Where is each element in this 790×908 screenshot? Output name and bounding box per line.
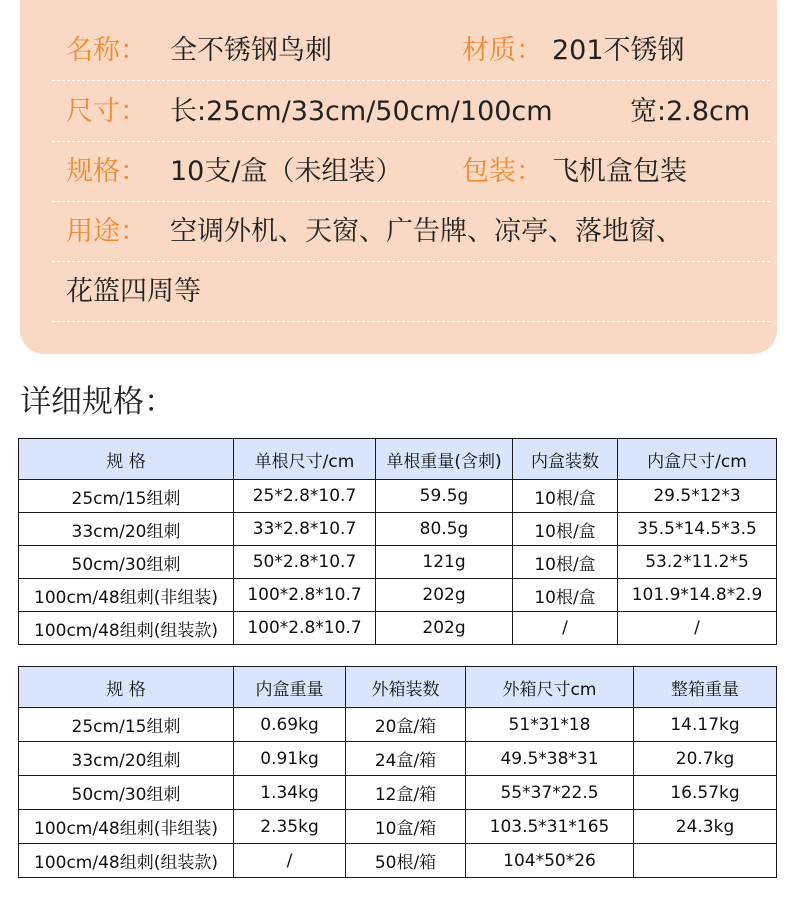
table-cell: 12盒/箱	[346, 776, 466, 810]
usage-value-cont: 花篮四周等	[66, 276, 201, 307]
info-row-spec-package	[52, 141, 770, 202]
table-cell: 100*2.8*10.7	[234, 579, 376, 612]
table-cell: 24.3kg	[634, 810, 777, 844]
table-cell: 14.17kg	[634, 708, 777, 742]
name-label: 名称：	[66, 35, 147, 66]
table-cell: 24盒/箱	[346, 742, 466, 776]
table-header-cell: 内盒尺寸/cm	[618, 439, 777, 480]
table-header-cell: 外箱装数	[346, 667, 466, 708]
table-cell: 103.5*31*165	[466, 810, 634, 844]
spec-value: 10支/盒（未组装）	[170, 156, 403, 187]
table-cell: 202g	[376, 612, 513, 645]
table-header-cell: 内盒重量	[234, 667, 346, 708]
table-header-row	[19, 667, 777, 708]
size-label: 尺寸：	[66, 96, 147, 127]
info-row-name-material	[52, 20, 770, 81]
table-cell: 53.2*11.2*5	[618, 546, 777, 579]
table-cell: 101.9*14.8*2.9	[618, 579, 777, 612]
info-row-usage	[52, 201, 770, 262]
table-cell: 50cm/30组刺	[19, 546, 234, 579]
table-cell: /	[618, 612, 777, 645]
table-cell: 33cm/20组刺	[19, 513, 234, 546]
usage-value: 空调外机、天窗、广告牌、凉亭、落地窗、	[170, 216, 683, 247]
table-cell: 33cm/20组刺	[19, 742, 234, 776]
table-cell: 80.5g	[376, 513, 513, 546]
table-row	[19, 810, 777, 844]
table-cell: 10盒/箱	[346, 810, 466, 844]
spec-table-2	[18, 666, 777, 878]
table-cell: 25cm/15组刺	[19, 708, 234, 742]
table-row	[19, 546, 777, 579]
table-row	[19, 513, 777, 546]
table-header-cell: 单根重量(含刺)	[376, 439, 513, 480]
table-cell: 10根/盒	[513, 480, 618, 513]
table-cell: /	[234, 844, 346, 878]
table-header-cell: 整箱重量	[634, 667, 777, 708]
table-cell: 100cm/48组刺(非组装)	[19, 810, 234, 844]
package-label: 包装：	[462, 156, 543, 187]
table-cell: 33*2.8*10.7	[234, 513, 376, 546]
product-info-card	[20, 0, 777, 354]
table-cell: 29.5*12*3	[618, 480, 777, 513]
table-cell: 0.69kg	[234, 708, 346, 742]
table-cell	[634, 844, 777, 878]
spec-label: 规格：	[66, 156, 147, 187]
table-cell: 55*37*22.5	[466, 776, 634, 810]
name-value: 全不锈钢鸟刺	[170, 35, 332, 66]
table-cell: 121g	[376, 546, 513, 579]
table-cell: 51*31*18	[466, 708, 634, 742]
table-cell: 10根/盒	[513, 546, 618, 579]
table-cell: 50cm/30组刺	[19, 776, 234, 810]
table-cell: 49.5*38*31	[466, 742, 634, 776]
table-cell: 10根/盒	[513, 579, 618, 612]
table-row	[19, 612, 777, 645]
table-cell: 0.91kg	[234, 742, 346, 776]
table-row	[19, 776, 777, 810]
table-header-cell: 外箱尺寸cm	[466, 667, 634, 708]
table-cell: 10根/盒	[513, 513, 618, 546]
table-header-cell: 规 格	[19, 439, 234, 480]
table-header-cell: 规 格	[19, 667, 234, 708]
table-row	[19, 708, 777, 742]
table-cell: 20盒/箱	[346, 708, 466, 742]
table-row	[19, 844, 777, 878]
table-cell: 16.57kg	[634, 776, 777, 810]
table-cell: 104*50*26	[466, 844, 634, 878]
table-header-cell: 内盒装数	[513, 439, 618, 480]
material-value: 201不锈钢	[552, 35, 685, 66]
section-title: 详细规格：	[20, 384, 175, 420]
table-row	[19, 480, 777, 513]
table-cell: 35.5*14.5*3.5	[618, 513, 777, 546]
table-cell: 50根/箱	[346, 844, 466, 878]
spec-table-1	[18, 438, 777, 645]
table-cell: 100cm/48组刺(非组装)	[19, 579, 234, 612]
table-cell: 100*2.8*10.7	[234, 612, 376, 645]
usage-label: 用途：	[66, 216, 147, 247]
width-value: 宽:2.8cm	[630, 96, 751, 127]
table-cell: 1.34kg	[234, 776, 346, 810]
table-cell: /	[513, 612, 618, 645]
table-cell: 50*2.8*10.7	[234, 546, 376, 579]
table-cell: 202g	[376, 579, 513, 612]
size-value: 长:25cm/33cm/50cm/100cm	[170, 96, 553, 127]
table-header-cell: 单根尺寸/cm	[234, 439, 376, 480]
table-cell: 100cm/48组刺(组装款)	[19, 612, 234, 645]
table-cell: 100cm/48组刺(组装款)	[19, 844, 234, 878]
package-value: 飞机盒包装	[552, 156, 687, 187]
table-row	[19, 579, 777, 612]
info-row-usage-cont	[52, 261, 770, 322]
table-cell: 25cm/15组刺	[19, 480, 234, 513]
table-row	[19, 742, 777, 776]
table-cell: 59.5g	[376, 480, 513, 513]
table-cell: 25*2.8*10.7	[234, 480, 376, 513]
info-row-size	[52, 81, 770, 142]
table-header-row	[19, 439, 777, 480]
material-label: 材质：	[462, 35, 543, 66]
table-cell: 20.7kg	[634, 742, 777, 776]
table-cell: 2.35kg	[234, 810, 346, 844]
